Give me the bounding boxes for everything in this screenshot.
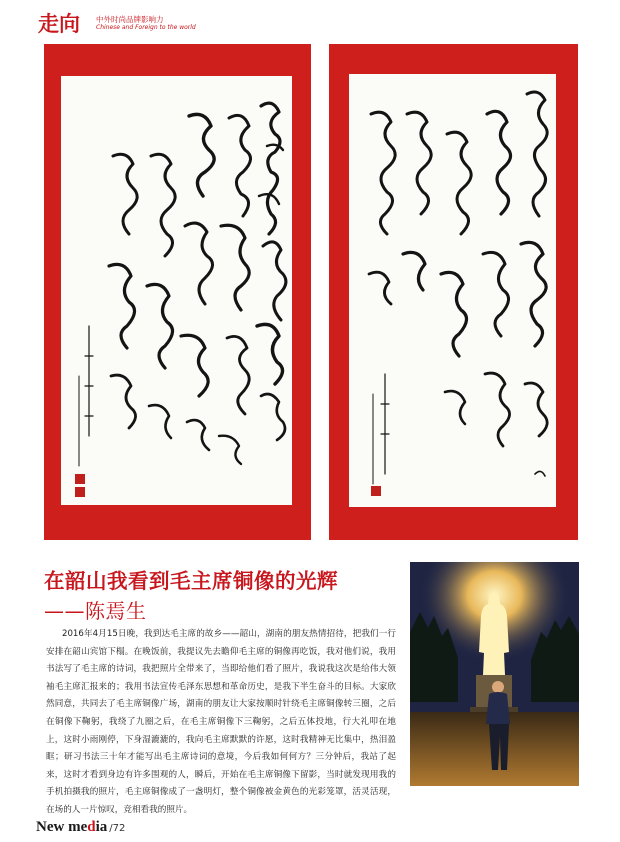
calligraphy-artwork-left (61, 76, 292, 505)
calligraphy-artwork-right (349, 74, 556, 507)
footer-brand-accent: d (87, 819, 96, 835)
calligraphy-panel-right (329, 44, 578, 540)
statue-night-photo (410, 562, 579, 786)
article-photo (410, 562, 579, 786)
page-number: 72 (112, 823, 126, 834)
footer-brand-part-a: New me (36, 819, 88, 835)
calligraphy-scroll-left (61, 76, 292, 505)
calligraphy-panel-left (44, 44, 311, 540)
calligraphy-scroll-right (349, 74, 556, 507)
footer-page-number (109, 823, 125, 834)
article-title: 在韶山我看到毛主席铜像的光辉 (44, 569, 338, 593)
article-body: 2016年4月15日晚，我到达毛主席的故乡——韶山，湖南的朋友热情招待，把我们一行安排在韶山宾馆下榻。在晚饭前，我提议先去瞻仰毛主席的铜像再吃饭，我对他们说，我用书法写了毛主席的诗词，我把照片全带来了，当即给他们看了照片，我说我这次是给伟大领袖毛主席汇报来的；我用书法宣传毛泽东思想和革命历史，是我下半生奋斗的目标。大家欣然同意，共同去了毛主席铜像广场，湖南的朋友让大家按顺时针绕毛主席铜像转三圈，之后在铜像下鞠躬，我绕了九圈之后，在毛主席铜像下三鞠躬，之后五体投地，行大礼叩在地上，这时小雨刚停，下身湿漉漉的，我向毛主席默默的许愿，这时我精神无比集中，热泪盈眶；研习书法三十年才能写出毛主席诗词的意境，今后我如何何方？三分钟后，我站了起来，这时才看到身边有许多围观的人，瞬后，开始在毛主席铜像下留影，当时就发现用我的手机拍摄我的照片，毛主席铜像成了一盏明灯，整个铜像被金黄色的光彩笼罩，活灵活现，在场的人一片惊叹，竞相看我的照片。 (46, 629, 396, 815)
footer-separator: / (109, 823, 113, 834)
logo-subtitle-en: Chinese and Foreign to the world (96, 24, 196, 31)
magazine-header (38, 8, 338, 42)
magazine-logo: 走向 (38, 11, 80, 36)
footer-brand-part-c: ia (95, 819, 108, 835)
article-author: ——陈焉生 (44, 599, 147, 623)
footer-brand (36, 819, 107, 835)
page-footer (36, 816, 125, 836)
logo-subtitle-cn: 中外时尚品牌影响力 (96, 15, 164, 24)
